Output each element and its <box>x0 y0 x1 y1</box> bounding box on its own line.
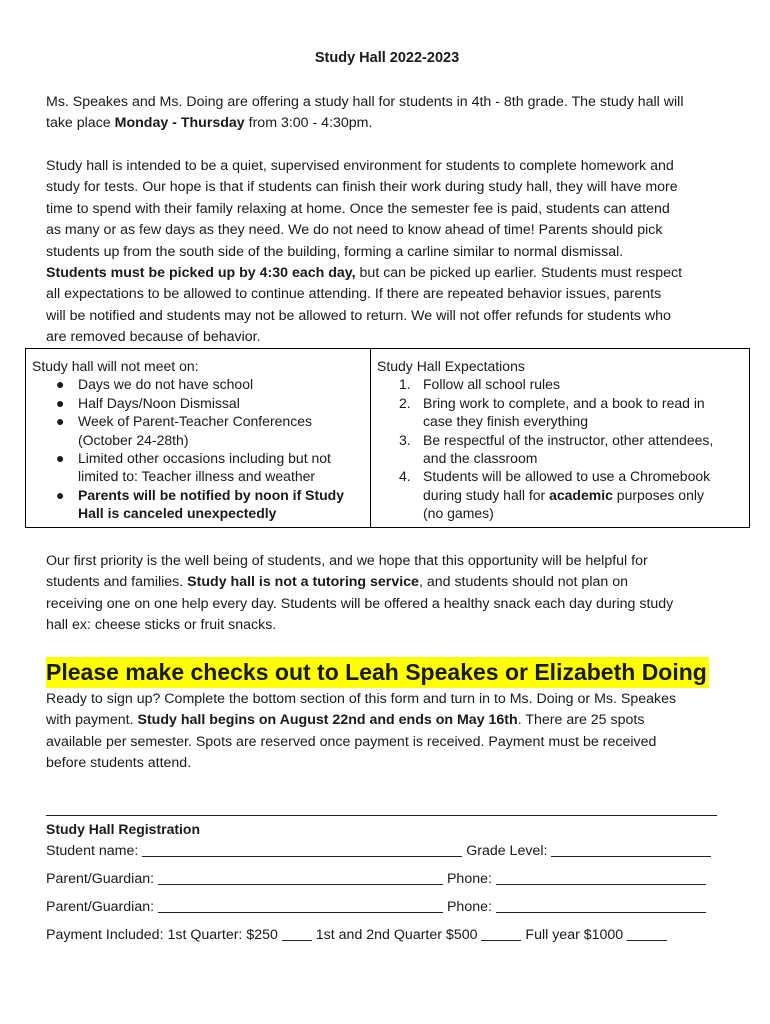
signup-line: with payment. <box>46 712 138 729</box>
intro-line-1: Ms. Speakes and Ms. Doing are offering a study hall for students in 4th - 8th grade. The study hall will <box>46 94 684 110</box>
description-line: are removed because of behavior. <box>46 329 261 346</box>
bullet-icon: ● <box>56 413 65 430</box>
list-item-text: (no games) <box>423 505 494 522</box>
parent-guardian-label: Parent/Guardian: <box>46 899 155 915</box>
cancellation-notice: Parents will be notified by noon if Study <box>78 486 345 503</box>
not-meet-heading: Study hall will not meet on: <box>32 358 199 374</box>
payment-check-two-quarters[interactable] <box>481 926 521 941</box>
list-item <box>377 431 749 468</box>
description-line: students up from the south side of the building, forming a carline similar to normal dismissal. <box>46 243 624 260</box>
payment-check-full-year[interactable] <box>627 926 667 941</box>
priority-line: receiving one on one help every day. Students will be offered a healthy snack each day during study <box>46 595 674 612</box>
parent-guardian-label: Parent/Guardian: <box>46 871 155 887</box>
student-name-field[interactable] <box>142 842 462 857</box>
list-item-text: Follow all school rules <box>423 376 560 393</box>
list-item <box>377 467 749 522</box>
description-line: will be notified and students may not be allowed to return. We will not offer refunds for students who <box>46 307 671 324</box>
phone-field[interactable] <box>496 870 706 885</box>
bullet-icon: ● <box>56 486 65 503</box>
payment-option-full-year: Full year $1000 <box>525 927 624 943</box>
payment-label: Payment Included: <box>46 927 164 943</box>
list-item-text: Week of Parent-Teacher Conferences <box>78 413 312 430</box>
list-number: 1. <box>399 376 411 393</box>
bullet-icon: ● <box>56 376 65 393</box>
cancellation-notice: Hall is canceled unexpectedly <box>78 505 277 522</box>
list-item-text: Students will be allowed to use a Chromebook <box>423 468 711 485</box>
payment-option-two-quarters: 1st and 2nd Quarter $500 <box>315 927 478 943</box>
phone-label: Phone: <box>446 871 492 887</box>
tutoring-notice: Study hall is not a tutoring service <box>187 574 419 591</box>
pickup-time-notice: Students must be picked up by 4:30 each day, <box>46 265 356 282</box>
description-line: study for tests. Our hope is that if students can finish their work during study hall, they will have more <box>46 179 678 196</box>
signup-line: . There are 25 spots <box>517 712 645 729</box>
signup-line: before students attend. <box>46 755 192 772</box>
list-number: 4. <box>399 468 411 485</box>
intro-paragraph <box>46 92 728 135</box>
phone-field[interactable] <box>496 898 706 913</box>
parent-guardian-field[interactable] <box>158 870 443 885</box>
list-item <box>32 449 370 486</box>
signup-line: Ready to sign up? Complete the bottom section of this form and turn in to Ms. Doing or Ms. Speakes <box>46 691 677 707</box>
list-item-text: limited to: Teacher illness and weather <box>78 468 316 485</box>
list-item-text: Be respectful of the instructor, other attendees, <box>423 431 714 448</box>
description-line: Study hall is intended to be a quiet, supervised environment for students to complete homework and <box>46 158 674 174</box>
list-item <box>32 394 370 412</box>
signup-line: available per semester. Spots are reserved once payment is received. Payment must be received <box>46 733 657 750</box>
info-table <box>25 348 750 528</box>
priority-line: hall ex: cheese sticks or fruit snacks. <box>46 617 277 634</box>
parent-row-1 <box>46 870 728 887</box>
payment-row <box>46 926 728 943</box>
list-number: 3. <box>399 431 411 448</box>
list-item <box>32 486 370 523</box>
intro-line-2-pre: take place <box>46 115 115 132</box>
priority-paragraph <box>46 551 728 637</box>
payment-option-1st-quarter: 1st Quarter: $250 <box>167 927 278 943</box>
cut-line-divider <box>46 815 717 816</box>
priority-line: Our first priority is the well being of students, and we hope that this opportunity will be helpful for <box>46 553 648 569</box>
parent-guardian-field[interactable] <box>158 898 443 913</box>
student-name-label: Student name: <box>46 843 139 859</box>
description-paragraph <box>46 156 728 349</box>
document-title: Study Hall 2022-2023 <box>314 50 460 66</box>
list-item-text: case they finish everything <box>423 413 588 430</box>
expectations-heading: Study Hall Expectations <box>377 358 525 374</box>
list-item <box>32 375 370 393</box>
not-meet-column <box>26 349 371 527</box>
description-line: time to spend with their family relaxing at home. Once the semester fee is paid, students can attend <box>46 200 670 217</box>
parent-row-2 <box>46 898 728 915</box>
list-item-text: Days we do not have school <box>78 376 254 393</box>
not-meet-list <box>32 375 370 522</box>
student-row <box>46 842 728 859</box>
bullet-icon: ● <box>56 394 65 411</box>
expectations-list <box>377 375 749 522</box>
list-item-text: (October 24-28th) <box>78 431 189 448</box>
checks-banner: Please make checks out to Leah Speakes or Elizabeth Doing <box>46 657 709 688</box>
list-item-text: during study hall for <box>423 486 550 503</box>
payment-check-1st-quarter[interactable] <box>282 926 312 941</box>
priority-line: , and students should not plan on <box>418 574 628 591</box>
list-item-text: Bring work to complete, and a book to read in <box>423 394 705 411</box>
list-item-text: and the classroom <box>423 450 538 467</box>
expectations-column <box>371 349 749 527</box>
list-number: 2. <box>399 394 411 411</box>
signup-paragraph <box>46 689 728 775</box>
grade-level-label: Grade Level: <box>466 843 548 859</box>
list-item <box>377 394 749 431</box>
intro-line-2-post: from 3:00 - 4:30pm. <box>244 115 373 132</box>
grade-level-field[interactable] <box>551 842 711 857</box>
bullet-icon: ● <box>56 450 65 467</box>
academic-emphasis: academic <box>549 486 613 503</box>
list-item-text: Limited other occasions including but not <box>78 450 331 467</box>
list-item-text: purposes only <box>612 486 704 503</box>
list-item-text: Half Days/Noon Dismissal <box>78 394 240 411</box>
session-dates: Study hall begins on August 22nd and ends on May 16th <box>137 712 518 729</box>
intro-days: Monday - Thursday <box>114 115 245 132</box>
list-item <box>377 375 749 393</box>
description-line: all expectations to be allowed to continue attending. If there are repeated behavior issues, parents <box>46 286 662 303</box>
list-item <box>32 412 370 449</box>
priority-line: students and families. <box>46 574 188 591</box>
registration-title: Study Hall Registration <box>46 821 201 837</box>
phone-label: Phone: <box>446 899 492 915</box>
description-line: as many or as few days as they need. We do not need to know ahead of time! Parents should pick <box>46 222 663 239</box>
description-line: but can be picked up earlier. Students must respect <box>355 265 683 282</box>
